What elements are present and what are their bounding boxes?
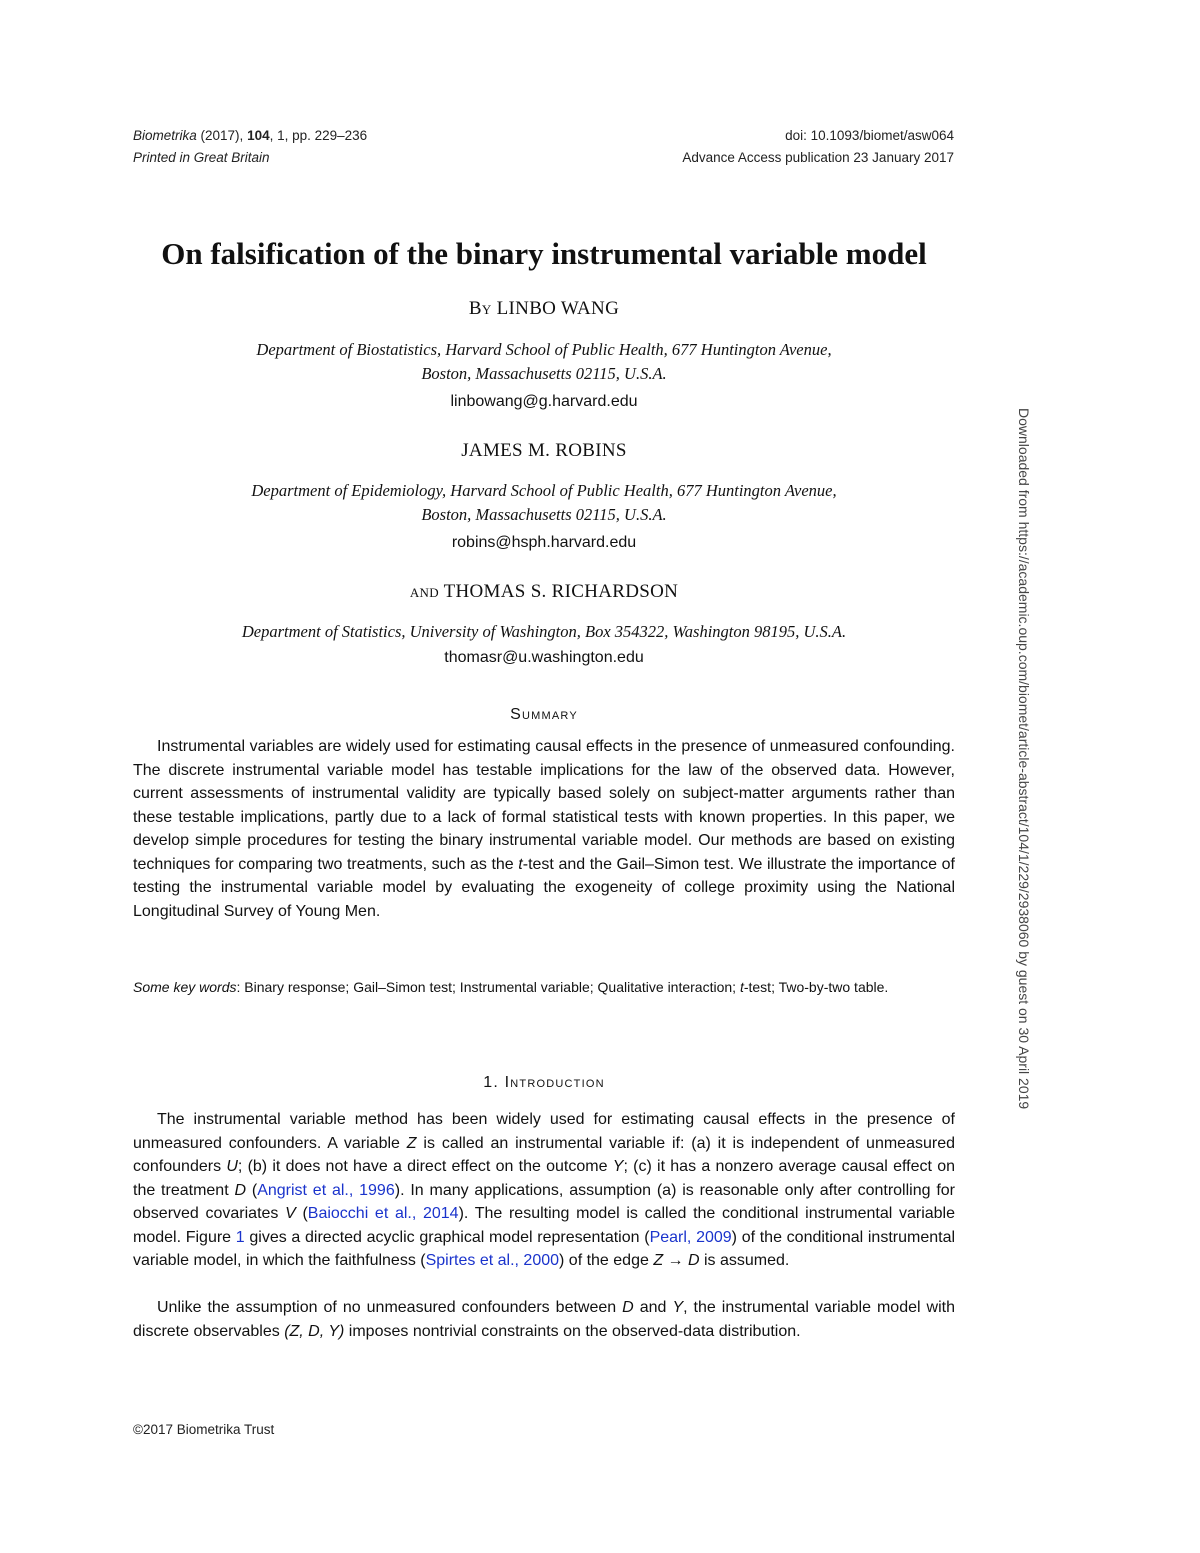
summary-heading: Summary	[510, 706, 578, 723]
symbol-y: Y	[672, 1299, 684, 1316]
observables-tuple: (Z, D, Y)	[284, 1322, 345, 1340]
summary-t-symbol: t	[518, 855, 523, 873]
paper-title: On falsification of the binary instrumental variable model	[161, 236, 927, 271]
intro-text: ) of the conditional instrumental variable model, in which the faithfulness (	[133, 1228, 956, 1269]
summary-paragraph	[133, 735, 955, 923]
author-name: THOMAS S. RICHARDSON	[443, 581, 679, 602]
author-3-email[interactable]: thomasr@u.washington.edu	[444, 649, 644, 666]
intro-text: The instrumental variable method has been widely used for estimating causal effects in the presence of unmeasured confounders. A variable	[133, 1111, 955, 1152]
download-watermark[interactable]: Downloaded from https://academic.oup.com/biomet/article-abstract/104/1/229/2938060 by guest on 30 April 2019	[1016, 408, 1032, 1110]
author-prefix: and	[409, 581, 439, 602]
journal-volume: 104	[247, 128, 270, 143]
author-prefix: By	[468, 298, 492, 319]
intro-text: imposes nontrivial constraints on the observed-data distribution.	[344, 1322, 801, 1340]
author-3	[133, 581, 955, 603]
intro-paragraph-2	[133, 1296, 955, 1343]
copyright-notice: ©2017 Biometrika Trust	[133, 1422, 275, 1437]
intro-text: (	[295, 1205, 308, 1222]
intro-text: , the instrumental variable model with discrete observables	[133, 1299, 956, 1340]
journal-citation	[133, 128, 367, 143]
keywords-t-symbol: t	[739, 979, 744, 995]
citation-spirtes[interactable]: Spirtes et al., 2000	[425, 1252, 560, 1269]
intro-text: ; (b) it does not have a direct effect on the outcome	[237, 1158, 613, 1175]
journal-pages: , 1, pp. 229–236	[269, 128, 368, 143]
keywords-label: Some key words	[133, 979, 237, 995]
intro-text: ) of the edge	[559, 1252, 654, 1269]
edge-z-to-d: Z → D	[653, 1252, 700, 1269]
printed-note: Printed in Great Britain	[133, 150, 270, 165]
author-1	[133, 298, 955, 320]
summary-text-1: Instrumental variables are widely used for estimating causal effects in the presence of unmeasured confounding. The discrete instrumental variable model has testable implications for the law of the observed data. However, current assessments of instrumental validity are typically based solely on subject-matter arguments rather than these testable implications, partly due to a lack of formal statistical tests with known properties. In this paper, we develop simple procedures for testing the binary instrumental variable model. Our methods are based on existing techniques for comparing two treatments, such as the	[133, 738, 955, 873]
introduction-heading: 1. Introduction	[483, 1074, 605, 1091]
keywords-text-1: : Binary response; Gail–Simon test; Instrumental variable; Qualitative interaction;	[236, 979, 740, 995]
intro-text: is called an instrumental variable if: (a) it is independent of unmeasured confounders	[133, 1134, 955, 1175]
author-2-email[interactable]: robins@hsph.harvard.edu	[451, 534, 637, 551]
author-2-affiliation-line2: Boston, Massachusetts 02115, U.S.A.	[421, 505, 667, 524]
journal-name: Biometrika	[133, 128, 197, 143]
author-1-affiliation-line2: Boston, Massachusetts 02115, U.S.A.	[421, 364, 667, 383]
intro-text: and	[633, 1299, 673, 1316]
figure-reference[interactable]: 1	[235, 1228, 245, 1246]
intro-text: gives a directed acyclic graphical model representation (	[244, 1228, 650, 1246]
intro-text: Unlike the assumption of no unmeasured confounders between	[157, 1299, 623, 1316]
author-3-affiliation: Department of Statistics, University of Washington, Box 354322, Washington 98195, U.S.A.	[241, 622, 847, 641]
intro-text: ; (c) it has a nonzero average causal effect on the treatment	[133, 1158, 955, 1199]
symbol-v: V	[285, 1205, 296, 1222]
keywords	[133, 977, 955, 999]
author-1-affiliation-line1: Department of Biostatistics, Harvard School of Public Health, 677 Huntington Avenue,	[256, 340, 832, 359]
intro-paragraph-1	[133, 1108, 955, 1273]
citation-angrist[interactable]: Angrist et al., 1996	[257, 1181, 395, 1199]
symbol-d: D	[234, 1181, 247, 1199]
symbol-y: Y	[612, 1158, 624, 1175]
author-2-affiliation-line1: Department of Epidemiology, Harvard School of Public Health, 677 Huntington Avenue,	[251, 481, 837, 500]
author-name: LINBO WANG	[496, 298, 620, 319]
journal-year: (2017),	[196, 128, 248, 143]
author-name: JAMES M. ROBINS	[461, 440, 627, 461]
citation-pearl[interactable]: Pearl, 2009	[649, 1228, 732, 1246]
symbol-z: Z	[406, 1134, 417, 1152]
citation-baiocchi[interactable]: Baiocchi et al., 2014	[307, 1205, 459, 1222]
publication-date: Advance Access publication 23 January 2017	[682, 150, 954, 165]
intro-text: ). The resulting model is called the conditional instrumental variable model. Figure	[133, 1205, 956, 1246]
intro-text: (	[246, 1181, 258, 1199]
symbol-u: U	[226, 1158, 238, 1175]
intro-text: is assumed.	[699, 1252, 790, 1269]
author-1-email[interactable]: linbowang@g.harvard.edu	[450, 393, 638, 410]
symbol-d: D	[622, 1299, 634, 1316]
keywords-text-2: -test; Two-by-two table.	[743, 979, 889, 995]
author-2	[133, 440, 955, 462]
summary-text-2: -test and the Gail–Simon test. We illustrate the importance of testing the instrumental variable model by evaluating the exogeneity of college proximity using the National Longitudinal Survey of Young Men.	[133, 855, 955, 920]
doi[interactable]: doi: 10.1093/biomet/asw064	[785, 128, 954, 143]
intro-text: ). In many applications, assumption (a) is reasonable only after controlling for observed covariates	[133, 1181, 956, 1222]
